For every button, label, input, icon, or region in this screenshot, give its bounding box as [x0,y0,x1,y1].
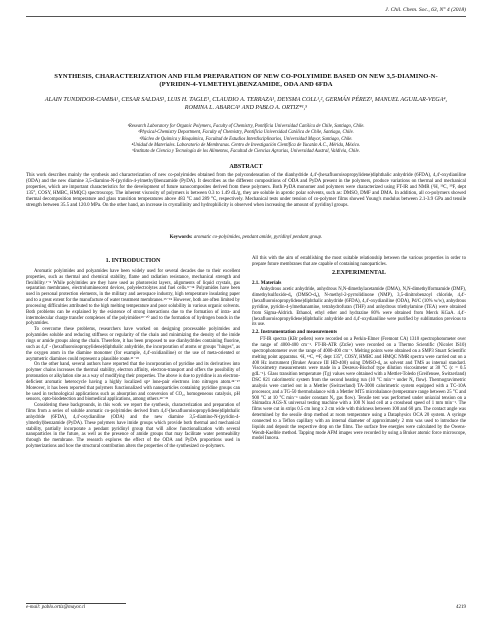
intro-paragraph-2: To overcome these problems, researchers have worked on designing processable polyimides and polyamides soluble and reducing stiffness or regularity of the chain and minimizing the density of the imide rings or amide groups along the chain. Therefore, it has been proposed to use dianhydrides containing fluorine, such as 4,4' - (hexafluoroisopropylidene)diphthalic anhydride, the incorporation of atoms or groups "hinges", as the oxygen atom in the diamine monomer (for example, 4,4'-oxidianiline) or the use of meta-oriented or asymmetric diamines could represent a plausible route.²¹⁻²³ [26,327,240,362]
subsection-materials-title: 2.1. Materials [252,280,282,286]
affiliation-2: ²Physical-Chemistry Department, Faculty of Chemistry, Pontificia Universidad Católica de Chile, Santiago, Chile. [138,130,354,136]
affiliation-3: ³Núcleo de Química y Bioquímica, Facultad de Estudios Interdisciplinarios, Universidad Mayor, Santiago, Chile. [139,136,353,142]
article-title: SYNTHESIS, CHARACTERIZATION AND FILM PREPARATION OF NEW CO-POLYIMIDE BASED ON NEW 3,5-DIAMINO-N-(PYRIDIN-4-YLMETHYL)BENZAMIDE, ODA AND 6FDA [54,73,438,88]
keywords [40,235,452,240]
affiliation-5: ⁵Instituto de Ciencia y Tecnología de los Alimentos, Facultad de Ciencias Agrarias, Universidad Austral, Valdivia, Chile. [132,149,360,155]
keywords-label: Keywords: [169,235,193,240]
abstract-text: This work describes mainly the synthesis and characterization of new co-polyimides obtained from the polycondensation of the dianhydride 4,4'-(hexafluoroisopropylidene)diphthalic anhydride (6FDA), 4,4'-oxydianiline (ODA) and the new diamine 3,5-diamino-N-(pyridin-4-ylmethyl)benzamide (PyDA). It describes as the different compositions of ODA and PyDA present in the polymers, produce variations on thermal and mechanical properties, which are important characteristics for the development of future nanocomposites derived from these polymers. Both PyDA monomer and polymers were characterized using FT-IR and NMR (¹H, ¹³C, ¹⁹F, dept 135°, COSY, HMBC, HMQC) spectroscopy. The inherent viscosity of polymers is between 0.3 to 1.49 dL/g, they are soluble in aprotic polar solvents, such as: DMSO, DMF and DMA. In addition, all co-polymers showed thermal decomposition temperature and glass transition temperatures above 483 °C and 289 °C, respectively. Mechanical tests under tension of co-polymer films showed Young's modulus between 2.1-3.9 GPa and tensile strength between 35.5 and 120.0 MPa. On the other hand, an increase in crystallinity and hydrophilicity is observed when increasing the amount of pyridinyl groups. [26,173,466,209]
journal-citation: J. Chil. Chem. Soc., 63, N° 4 (2018) [385,7,466,13]
affiliation-4: ⁴Unidad de Materiales. Laboratorio de Membranas. Centro de Investigación Científica de Yucatán A.C., Mérida, México. [131,142,361,148]
affiliation-1: ¹Research Laboratory for Organic Polymers, Faculty of Chemistry, Pontificia Universidad Católica de Chile, Santiago, Chile. [127,124,365,129]
materials-paragraph: Anhydrous acetic anhydride, anhydrous N,N-dimethylacetamide (DMA), N,N-dimethylformamide (DMF), dimethylsulfoxide-d₆ (DMSO-d₆), N-methyl-2-pyrrolidinone (NMP), 3,5-dinitrobenzoyl chloride, 4,4'-(hexafluoroisopropylidene)diphthalic anhydride (6FDA), 4,4'-oxydianiline (ODA), Pd/C (10% w/w), anhydrous pyridine, pyridin-4-ylmethanamine, tetrahydrofuran (THF) and anhydrous triethylamine (TEA) were obtained from Sigma-Aldrich. Ethanol, ethyl ether and hydrazine 80% were obtained from Merck KGaA. 4,4'-(hexafluoroisopropylidene)diphthalic anhydride and 4,4'-oxydianiline were purified by sublimation previous to its use. [252,287,466,328]
footnote-rule [26,603,126,604]
corresponding-email: e-mail: pablo.ortiz@mayor.cl [26,605,86,610]
section-experimental-title: 2.EXPERIMENTAL [332,269,386,276]
subsection-instrumentation-title: 2.2. Instrumentation and measurements [252,330,338,336]
section-introduction-title: 1. INTRODUCTION [105,258,161,264]
intro-paragraph-4: Considering these backgrounds, in this work we report the synthesis, characterization and preparation of films from a series of soluble aromatic co-polyimides derived from 4,4'-(hexafluoroisopropylidene)diphthalic anhydride (6FDA), 4,4'-oxydianiline (ODA) and the new diamine 3,5-diamino-N-(pyridin-4-ylmethyl)benzamide (PyDA). These polymers have imide groups which provide both thermal and mechanical stability, partially incorporate a pendant pyridinyl group that will allow functionalization with several nanoparticles in the future, as well as the presence of amide groups that may facilitate water permeability through the membrane. The research explores the effect of the ODA and PyDA proportions used in polymerizations and how the structural contribution alters the properties of the synthesized co-polymers. [26,403,240,450]
right-column [252,256,466,442]
affiliations [40,124,452,155]
intro-paragraph-3: On the other hand, several authors have reported that the incorporation of pyridine and its derivatives into polymer chains increases the thermal stability, electron affinity, electron-transport and offers the possibility of protonation or alkylation site as a way of modifying their properties. The above is due to pyridine is an electron-deficient aromatic heterocycle having a highly localized sp² lone-pair electrons into nitrogen atom.²⁴⁻²⁷ Moreover, it has been reported that polymers functionalized with nanoparticles containing pyridine groups can be used in technological applications such as absorption and conversion of CO₂, homogeneous catalysis, pH sensors, opto-biodetection and biomedical applications, among others.²⁸⁻³² [26,362,240,403]
abstract-heading: ABSTRACT [229,164,263,170]
left-column [26,256,240,450]
instrumentation-paragraph: FT-IR spectra (KBr pellets) were recorded on a Perkin-Elmer (Fremont CA) 1310 spectrophotometer over the range of 4000-400 cm⁻¹. FT-IR-ATR (ZnSe) were recorded on a Thermo Scientific (Nicolet IS10) spectrophotometer over the range of 4000-400 cm⁻¹. Melting points were obtained on a SMP3 Stuart Scientific melting point apparatus. ¹H, ¹³C, ¹⁹F, dept 135°, COSY, HMBC and HMQC NMR spectra were carried out on a 400 Hz instrument (Bruker Avance III HD-400) using DMSO-d₆ as solvent and TMS as internal standard. Viscosimetry measurements were made in a Desreux-Bischof type dilution viscosimeter at 30 °C (c = 0.5 gdL⁻¹). Glass transition temperature (Tg) values were obtained with a Mettler-Toledo (Greifensee, Switzerland) DSC 821 calorimetric system from the second heating run (10 °C min⁻¹ under N₂ flow). Thermogravimetric analysis were carried out in a Mettler (Switzerland) TA-3000 calorimetric system equipped with a TC-10A processor, and a TG-50 thermobalance with a Mettler MT5 microbalance (temperature range between 25 °C and 900 °C at 10 °C min⁻¹ under constant N₂ gas flow). Tensile test was performed under uniaxial tension on a Shimadzu AGS-X universal testing machine with a 100 N load cell at a crosshead speed of 1 mm min⁻¹. The films were cut in strips 0.5 cm long x 2 cm wide with thickness between 100 and 60 µm. The contact angle was determined by the sessile drop method at room temperature using a Dataphysics OCA 20 system. A syringe connected to a Teflon capillary with an internal diameter of approximately 2 mm was used to introduce the liquids and deposit the respective drop on the films. The surface free energies were calculated by the Owens-Wendt-Kaelble method. Tapping mode AFM images were recorded by using a Bruker atomic force microscope, model Innova. [252,337,466,442]
keywords-text: aromatic co-polyimides, pendant amide, pyridinyl pendant group. [193,235,323,240]
intro-continuation: All this with the aim of establishing the most suitable relationship between the various properties in order to prepare future membranes that are capable of containing nanoparticles. [252,256,466,267]
author-list: ALAIN TUNDIDOR-CAMBA¹, CESAR SALDAS¹, LUIS H. TAGLE¹, CLAUDIO A. TERRAZA¹, DEYSMA COLL¹,², GERMÁN PÉREZ³, MANUEL AGUILAR-VEGA⁴, ROMINA L. ABARCA⁵ AND PABLO A. ORTIZ*¹,⁵ [44,97,448,111]
intro-paragraph-1: Aromatic polyimides and polyamides have been widely used for several decades due to their excellent properties, such as thermal and chemical stability, flame and radiation resistance, mechanical strength and flexibility.¹⁻⁸ While polyimides are they have used as photoresist layers, alignments of liquid crystals, gas separation membranes, electroluminescent devices, polyelectrolytes and fuel cells.⁹⁻¹⁴ Polyamides have been used in personal protection elements, in the military and aerospace industry, high temperature insulating paper and to a great extent for the manufacture of water treatment membranes.¹⁵⁻¹⁸ However, both are often limited by processing difficulties attributed to the high melting temperature and poor solubility in various organic solvents. Both problems can be explained by the existence of strong interactions due to the formation of intra- and intermolecular charge transfer complexes of the polyimides¹⁹⁻²⁰ and to the formation of hydrogen bonds in the polyamides. [26,268,240,327]
page-number: 4219 [456,605,466,610]
header-rule [26,16,466,17]
